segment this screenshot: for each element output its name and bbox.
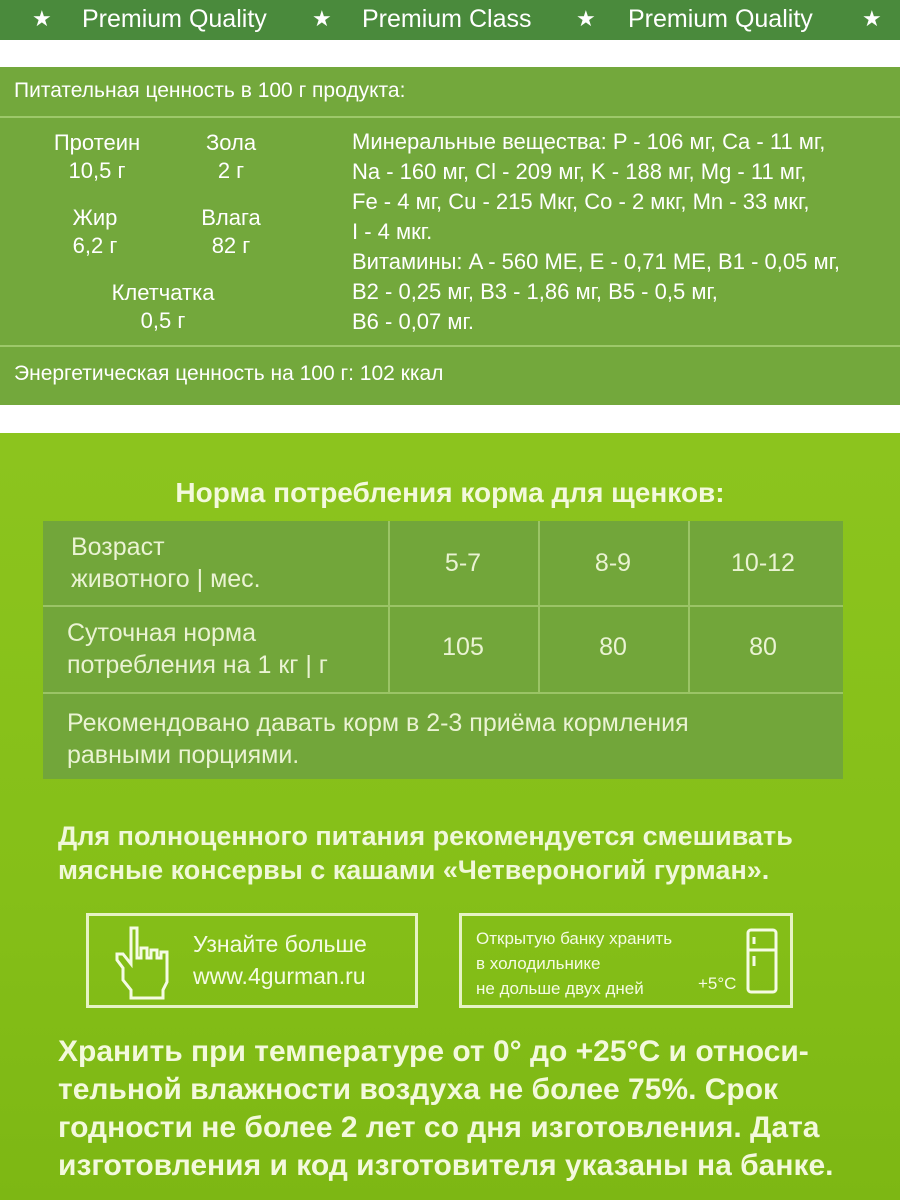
amount-cell: 105 xyxy=(442,633,484,661)
website-link[interactable]: www.4gurman.ru xyxy=(193,963,366,989)
daily-label-2: потребления на 1 кг | г xyxy=(67,651,328,679)
storage-line: тельной влажности воздуха не более 75%. Срок xyxy=(58,1073,779,1106)
divider xyxy=(0,116,900,118)
stat-value: 6,2 г xyxy=(72,233,118,258)
age-cell: 10-12 xyxy=(731,549,795,577)
age-label-1: Возраст xyxy=(71,533,165,561)
amount-cell: 80 xyxy=(749,633,777,661)
stat-moisture xyxy=(156,204,306,260)
stat-value: 82 г xyxy=(211,233,251,258)
stat-name: Протеин xyxy=(53,130,141,155)
pointing-hand-icon xyxy=(111,924,173,1000)
website-box[interactable] xyxy=(86,913,418,1008)
age-cell: 5-7 xyxy=(444,549,482,577)
banner-label-1: Premium Quality xyxy=(82,5,267,33)
mix-recommendation xyxy=(58,819,858,887)
minerals-line: I - 4 мкг. xyxy=(352,219,433,244)
divider xyxy=(0,345,900,347)
amount-cell: 80 xyxy=(599,633,627,661)
stat-ash xyxy=(156,129,306,185)
feeding-note-line: равными порциями. xyxy=(67,741,300,769)
banner-label-3: Premium Quality xyxy=(628,5,813,33)
stat-protein xyxy=(22,129,172,185)
fridge-text xyxy=(476,926,672,1001)
top-banner xyxy=(0,0,900,40)
age-label-2: животного | мес. xyxy=(71,565,261,593)
mix-line: Для полноценного питания рекомендуется смешивать xyxy=(58,821,793,851)
stat-name: Клетчатка xyxy=(111,280,215,305)
storage-conditions xyxy=(58,1033,858,1185)
table-divider xyxy=(388,521,390,693)
vitamins-line: B6 - 0,07 мг. xyxy=(352,309,474,334)
stat-value: 10,5 г xyxy=(68,158,126,183)
website-text xyxy=(193,928,367,992)
stat-value: 2 г xyxy=(217,158,245,183)
fridge-line: в холодильнике xyxy=(476,954,601,973)
storage-line: Хранить при температуре от 0° до +25°С и относи- xyxy=(58,1035,809,1068)
stat-fiber xyxy=(88,279,238,335)
stat-value: 0,5 г xyxy=(140,308,186,333)
table-row-label-daily xyxy=(67,617,328,681)
fridge-line: Открытую банку хранить xyxy=(476,929,673,948)
stat-fat xyxy=(20,204,170,260)
table-divider xyxy=(43,692,843,694)
fridge-icon xyxy=(746,928,778,994)
minerals-line: Fe - 4 мг, Cu - 215 Мкг, Co - 2 мкг, Mn - 33 мкг, xyxy=(352,189,810,214)
minerals-label: Минеральные вещества: xyxy=(352,129,607,154)
fridge-line: не дольше двух дней xyxy=(476,979,644,998)
minerals-line: P - 106 мг, Ca - 11 мг, xyxy=(606,129,826,154)
star-icon: ★ xyxy=(32,6,52,31)
energy-value: Энергетическая ценность на 100 г: 102 ккал xyxy=(14,362,444,385)
stat-name: Жир xyxy=(72,205,118,230)
minerals-vitamins-block xyxy=(352,127,892,337)
feeding-panel xyxy=(0,433,900,1200)
stat-name: Зола xyxy=(205,130,257,155)
storage-line: изготовления и код изготовителя указаны на банке. xyxy=(58,1149,834,1182)
stat-name: Влага xyxy=(201,205,261,230)
table-divider xyxy=(43,605,843,607)
table-row-label-age xyxy=(71,531,261,595)
learn-more-label: Узнайте больше xyxy=(193,931,367,957)
feeding-note-line: Рекомендовано давать корм в 2-3 приёма кормления xyxy=(67,709,689,737)
star-icon: ★ xyxy=(576,6,596,31)
daily-label-1: Суточная норма xyxy=(67,619,257,647)
minerals-line: Na - 160 мг, Cl - 209 мг, K - 188 мг, Mg - 11 мг, xyxy=(352,159,807,184)
fridge-storage-box xyxy=(459,913,793,1008)
star-icon: ★ xyxy=(312,6,332,31)
table-divider xyxy=(688,521,690,693)
table-divider xyxy=(538,521,540,693)
vitamins-line: B2 - 0,25 мг, B3 - 1,86 мг, B5 - 0,5 мг, xyxy=(352,279,718,304)
nutrition-heading: Питательная ценность в 100 г продукта: xyxy=(14,79,406,102)
vitamins-line: A - 560 МЕ, E - 0,71 МЕ, B1 - 0,05 мг, xyxy=(462,249,841,274)
vitamins-label: Витамины: xyxy=(352,249,463,274)
banner-label-2: Premium Class xyxy=(362,5,532,33)
mix-line: мясные консервы с кашами «Четвероногий гурман». xyxy=(58,855,770,885)
storage-line: годности не более 2 лет со дня изготовления. Дата xyxy=(58,1111,820,1144)
age-cell: 8-9 xyxy=(594,549,632,577)
feeding-note xyxy=(67,707,689,771)
star-icon: ★ xyxy=(862,6,882,31)
nutrition-panel xyxy=(0,67,900,405)
norm-title: Норма потребления корма для щенков: xyxy=(175,477,725,508)
fridge-temperature: +5°C xyxy=(698,974,737,993)
feeding-table xyxy=(43,521,843,779)
